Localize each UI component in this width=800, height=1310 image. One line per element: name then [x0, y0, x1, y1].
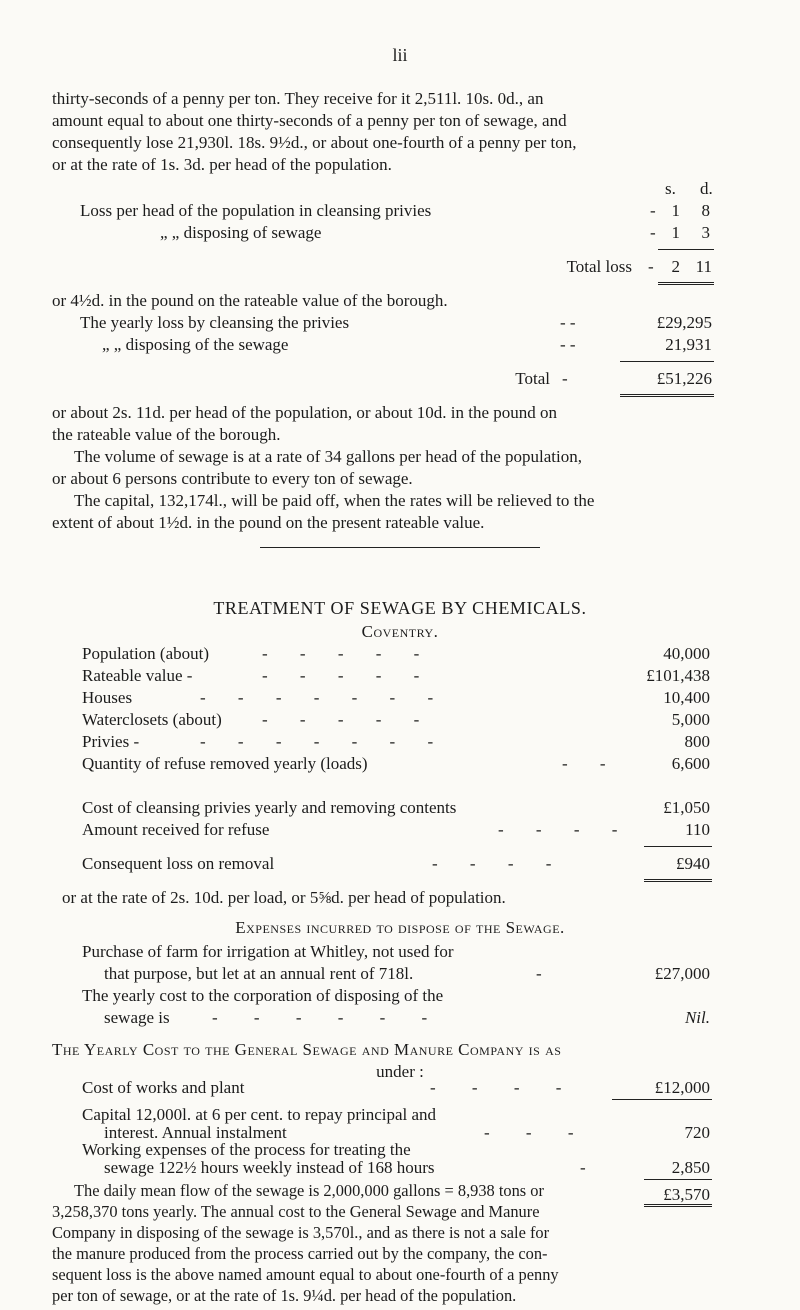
capital-text: Capital 12,000l. at 6 per cent. to repay principal and: [82, 1105, 437, 1125]
page-number: lii: [392, 45, 408, 65]
pound-rate-line: or 4½d. in the pound on the rateable value of the borough.: [52, 291, 448, 310]
leader-dashes: - -: [560, 313, 576, 332]
section-title: TREATMENT OF SEWAGE BY CHEMICALS.: [213, 598, 587, 618]
stat-value: 10,400: [663, 688, 710, 707]
yearly-total-label: Total: [515, 369, 550, 388]
section-divider: [260, 547, 540, 548]
yearly-cost-heading: The Yearly Cost to the General Sewage and Manure Company is as: [52, 1040, 562, 1059]
stat-label: Privies -: [82, 732, 140, 751]
column-header-pence: d.: [700, 179, 713, 198]
final-paragraph: [52, 1180, 752, 1306]
text-line: per ton of sewage, or at the rate of 1s. 9¼d. per head of the population.: [52, 1286, 517, 1305]
loss-pence: 3: [701, 223, 710, 242]
stat-value: £101,438: [646, 666, 710, 685]
expense-text: The yearly cost to the corporation of disposing of the: [82, 986, 444, 1005]
text-line: Company in disposing of the sewage is 3,570l., and as there is not a sale for: [52, 1223, 550, 1242]
leader-dashes: - - - - - -: [212, 1008, 444, 1027]
leader-dashes: - - - - -: [262, 710, 434, 729]
capital-text: interest. Annual instalment: [104, 1122, 287, 1142]
consequent-loss-label: Consequent loss on removal: [82, 854, 275, 873]
text-line: consequently lose 21,930l. 18s. 9½d., or about one-fourth of a penny per ton,: [52, 133, 577, 152]
column-header-shillings: s.: [665, 179, 676, 198]
leader-dash: -: [650, 223, 656, 242]
leader-dashes: - - - - - - -: [200, 732, 448, 751]
total-pence: 11: [695, 257, 712, 276]
text-line: amount equal to about one thirty-seconds of a penny per ton of sewage, and: [52, 111, 567, 130]
leader-dashes: - - - -: [430, 1078, 578, 1097]
leader-dashes: - - - -: [498, 820, 632, 839]
total-loss-label: Total loss: [566, 257, 632, 276]
leader-dashes: - - -: [484, 1122, 590, 1142]
capital-text: sewage 122½ hours weekly instead of 168 hours: [104, 1158, 435, 1177]
leader-dash: -: [536, 964, 542, 983]
sum-rule: [658, 249, 714, 250]
text-line: extent of about 1½d. in the pound on the present rateable value.: [52, 513, 485, 532]
leader-dashes: - -: [562, 754, 620, 773]
expense-text: that purpose, but let at an annual rent of 718l.: [104, 964, 414, 983]
stat-label: Quantity of refuse removed yearly (loads): [82, 754, 368, 773]
loss-row-label: Loss per head of the population in cleansing privies: [80, 201, 432, 220]
loss-shillings: 1: [671, 223, 680, 242]
expense-text: sewage is: [104, 1008, 170, 1027]
total-double-rule: [620, 394, 714, 397]
stat-value: 5,000: [671, 710, 710, 729]
yearly-loss-value: 21,931: [665, 335, 712, 354]
capital-value: 2,850: [671, 1158, 710, 1177]
works-label: Cost of works and plant: [82, 1078, 245, 1097]
leader-dashes: - - - - - - -: [200, 688, 448, 707]
text-line: 3,258,370 tons yearly. The annual cost to the General Sewage and Manure: [52, 1202, 540, 1221]
section-subtitle: Coventry.: [361, 622, 439, 641]
leader-dash: -: [562, 369, 568, 388]
text-line: the manure produced from the process carried out by the company, the con-: [52, 1244, 548, 1263]
sum-rule: [612, 1099, 712, 1100]
stat-label: Houses: [82, 688, 133, 707]
sum-rule: [644, 846, 712, 847]
cost-value: 110: [685, 820, 710, 839]
stat-value: 800: [684, 732, 710, 751]
expense-value: £27,000: [654, 964, 710, 983]
stat-label: Waterclosets (about): [82, 710, 222, 729]
yearly-loss-label: The yearly loss by cleansing the privies: [80, 313, 350, 332]
total-double-rule: [644, 879, 712, 882]
intro-paragraph: [52, 88, 752, 176]
capital-text: Working expenses of the process for treating the: [82, 1140, 411, 1160]
per-head-paragraph: [52, 402, 752, 446]
text-line: sequent loss is the above named amount equal to about one-fourth of a penny: [52, 1265, 559, 1284]
stat-label: Population (about): [82, 644, 210, 663]
rate-per-load-line: or at the rate of 2s. 10d. per load, or 5⅝d. per head of population.: [62, 888, 506, 907]
yearly-cost-heading-cont: under :: [376, 1062, 424, 1081]
total-shillings: 2: [671, 257, 680, 276]
text-line: or about 2s. 11d. per head of the population, or about 10d. in the pound on: [52, 403, 558, 422]
stat-value: 6,600: [671, 754, 710, 773]
text-line: or at the rate of 1s. 3d. per head of the population.: [52, 155, 392, 174]
consequent-loss-value: £940: [676, 854, 710, 873]
volume-paragraph: [52, 446, 752, 490]
loss-pence: 8: [701, 201, 710, 220]
total-double-rule: [658, 282, 714, 285]
text-line: the rateable value of the borough.: [52, 425, 281, 444]
yearly-total-value: £51,226: [656, 369, 712, 388]
yearly-loss-label: „ „ disposing of the sewage: [102, 335, 289, 354]
leader-dash: -: [650, 201, 656, 220]
text-line: thirty-seconds of a penny per ton. They receive for it 2,511l. 10s. 0d., an: [52, 89, 544, 108]
loss-row-label: „ „ disposing of sewage: [160, 223, 322, 242]
leader-dashes: - - - - -: [262, 666, 434, 685]
text-line: The volume of sewage is at a rate of 34 gallons per head of the population,: [74, 447, 582, 466]
leader-dashes: - - - - -: [262, 644, 434, 663]
stat-label: Rateable value -: [82, 666, 193, 685]
stat-value: 40,000: [663, 644, 710, 663]
sum-rule: [620, 361, 714, 362]
expense-value: Nil.: [684, 1008, 710, 1027]
capital-total-value: £3,570: [663, 1185, 710, 1205]
expenses-title: Expenses incurred to dispose of the Sewage.: [235, 918, 565, 937]
cost-value: £1,050: [663, 798, 710, 817]
leader-dashes: - - - -: [432, 854, 566, 873]
capital-paragraph: [52, 490, 752, 534]
loss-shillings: 1: [671, 201, 680, 220]
leader-dash: -: [648, 257, 654, 276]
works-value: £12,000: [654, 1078, 710, 1097]
expense-text: Purchase of farm for irrigation at Whitley, not used for: [82, 942, 454, 961]
text-line: The capital, 132,174l., will be paid off, when the rates will be relieved to the: [74, 491, 595, 510]
text-line: or about 6 persons contribute to every ton of sewage.: [52, 469, 413, 488]
cost-label: Cost of cleansing privies yearly and removing contents: [82, 798, 457, 817]
cost-label: Amount received for refuse: [82, 820, 270, 839]
text-line: The daily mean flow of the sewage is 2,000,000 gallons = 8,938 tons or: [74, 1181, 544, 1200]
leader-dashes: - -: [560, 335, 576, 354]
yearly-loss-value: £29,295: [656, 313, 712, 332]
capital-value: 720: [684, 1122, 710, 1142]
leader-dash: -: [580, 1158, 586, 1177]
